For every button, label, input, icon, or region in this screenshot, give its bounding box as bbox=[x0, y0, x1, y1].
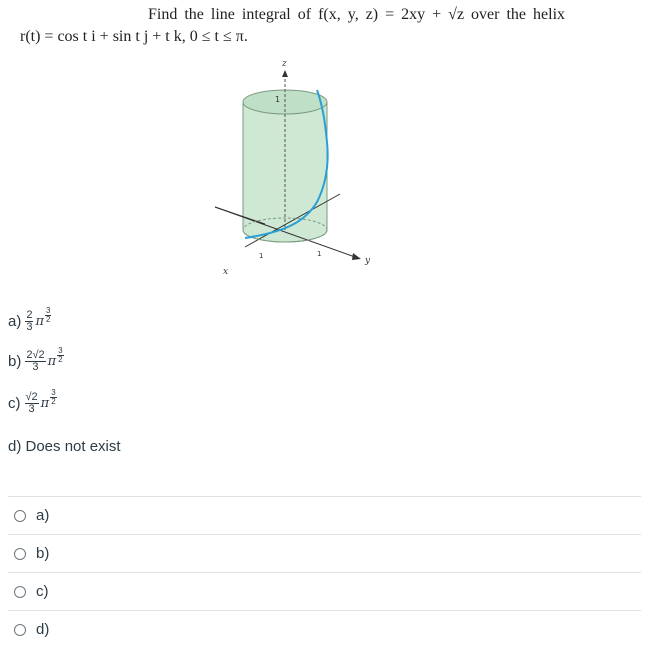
radio-b-icon[interactable] bbox=[14, 548, 26, 560]
answer-c-fraction bbox=[25, 392, 39, 415]
answer-a-pi: π bbox=[35, 314, 45, 329]
option-a-label: a) bbox=[36, 507, 50, 524]
answer-d bbox=[8, 438, 121, 455]
z-axis-label: z bbox=[282, 59, 287, 69]
z-tick-label: 1 bbox=[275, 95, 281, 104]
option-d[interactable] bbox=[8, 610, 641, 648]
y-axis-label: y bbox=[365, 256, 371, 266]
radio-d-icon[interactable] bbox=[14, 624, 26, 636]
answer-c-num: √2 bbox=[25, 391, 38, 403]
radio-options bbox=[8, 496, 641, 648]
helix-cylinder-figure bbox=[205, 52, 375, 282]
answer-a-fraction bbox=[25, 310, 33, 333]
answer-c-den: 3 bbox=[28, 403, 35, 415]
answer-b-label: b) bbox=[8, 353, 22, 370]
answer-b-num: 2√2 bbox=[26, 349, 45, 361]
answer-a-exp-den: 2 bbox=[46, 315, 51, 324]
answer-d-label: d) Does not exist bbox=[8, 438, 121, 455]
answer-b bbox=[8, 346, 64, 373]
answer-c-exp-num: 3 bbox=[51, 388, 56, 397]
option-c[interactable] bbox=[8, 572, 641, 610]
answer-b-fraction bbox=[25, 350, 45, 373]
option-b-label: b) bbox=[36, 545, 50, 562]
x-axis-label: x bbox=[223, 267, 229, 277]
radio-a-icon[interactable] bbox=[14, 510, 26, 522]
x-tick-label: 1 bbox=[259, 252, 264, 260]
answer-c-exponent bbox=[50, 389, 56, 406]
option-d-label: d) bbox=[36, 621, 50, 638]
answer-a-exponent bbox=[45, 307, 51, 324]
radio-c-icon[interactable] bbox=[14, 586, 26, 598]
option-a[interactable] bbox=[8, 496, 641, 534]
answer-a-exp-num: 3 bbox=[46, 306, 51, 315]
answer-a-label: a) bbox=[8, 313, 22, 330]
answer-c bbox=[8, 388, 57, 415]
answer-b-pi: π bbox=[47, 354, 57, 369]
answer-b-den: 3 bbox=[32, 361, 39, 373]
answer-b-exponent bbox=[57, 347, 63, 364]
answer-c-exp-den: 2 bbox=[51, 397, 56, 406]
answer-c-label: c) bbox=[8, 395, 21, 412]
answer-a-num: 2 bbox=[26, 309, 33, 321]
option-b[interactable] bbox=[8, 534, 641, 572]
option-c-label: c) bbox=[36, 583, 49, 600]
question-text-line2: r(t) = cos t i + sin t j + t k, 0 ≤ t ≤ π. bbox=[20, 28, 248, 45]
y-tick-label: 1 bbox=[317, 250, 322, 258]
answer-a bbox=[8, 306, 51, 333]
answer-a-den: 3 bbox=[26, 321, 33, 333]
answer-b-exp-num: 3 bbox=[58, 346, 63, 355]
question-text-line1: Find the line integral of f(x, y, z) = 2xy + √z over the helix bbox=[148, 6, 566, 23]
answer-c-pi: π bbox=[40, 396, 50, 411]
answer-b-exp-den: 2 bbox=[58, 355, 63, 364]
